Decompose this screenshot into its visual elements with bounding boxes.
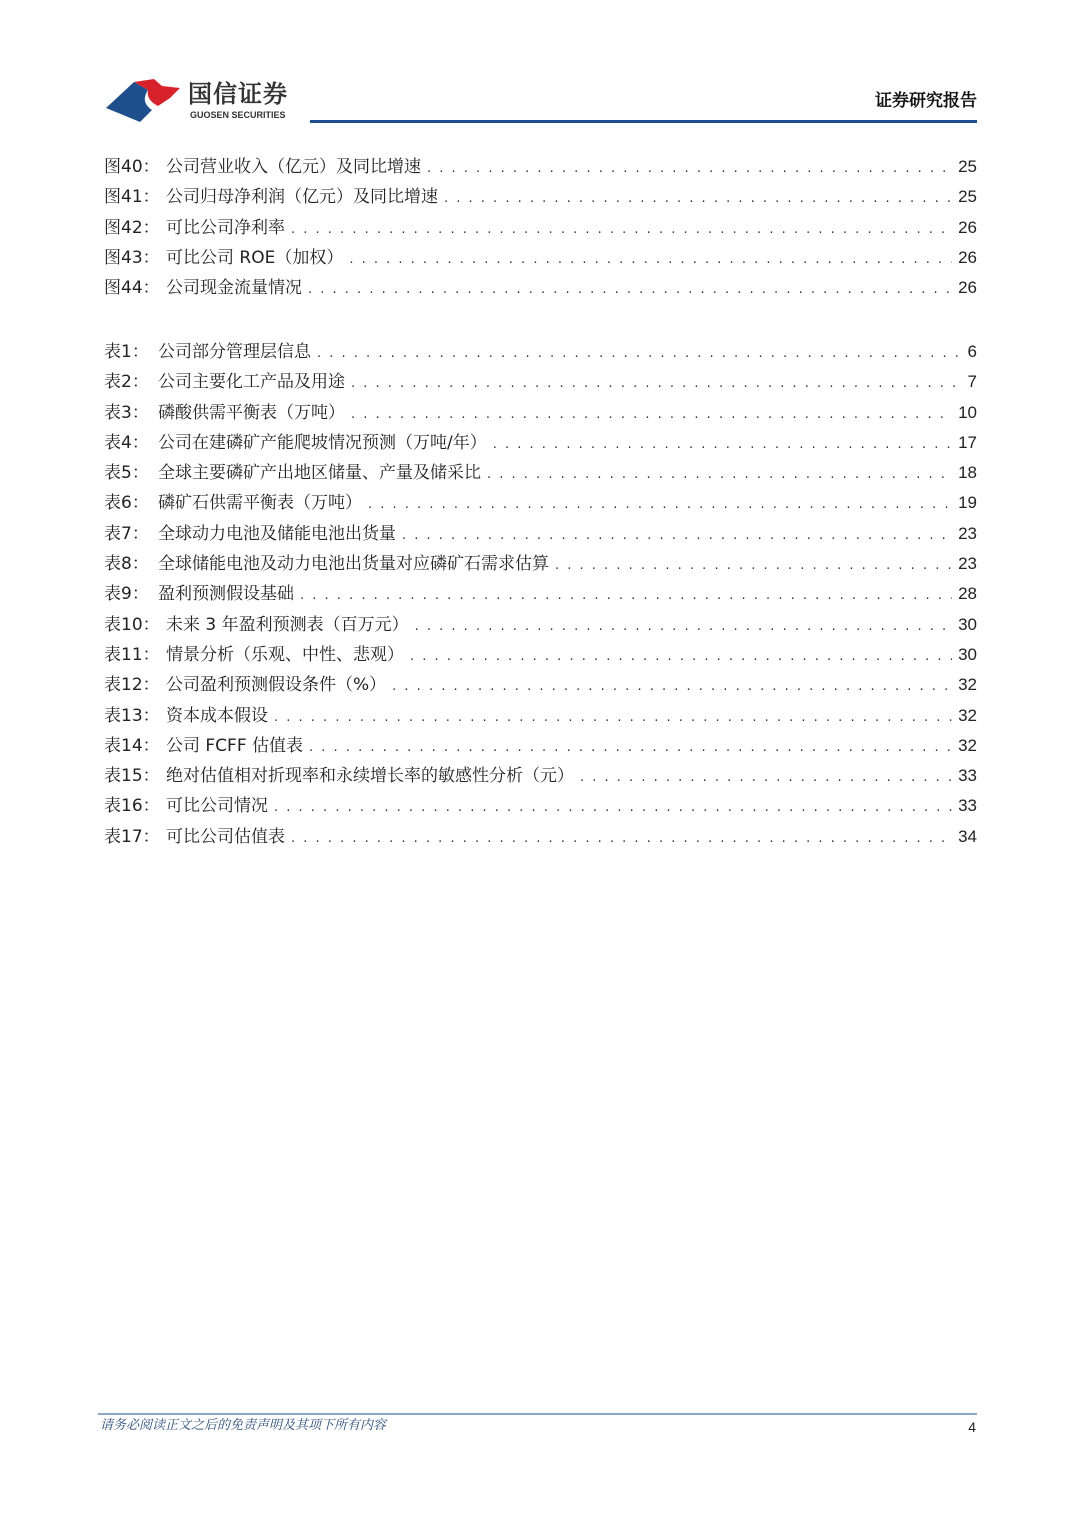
entry-title: 可比公司净利率: [166, 217, 285, 238]
entry-page: 28: [958, 584, 977, 604]
entry-label: 表2：: [104, 372, 149, 393]
entry-page: 30: [958, 644, 977, 664]
entry-title: 磷矿石供需平衡表（万吨）: [158, 493, 362, 514]
dot-leader: [368, 490, 952, 518]
toc-entry[interactable]: [104, 488, 977, 518]
entry-label: 表11：: [104, 644, 160, 665]
figure-list: [104, 152, 977, 303]
entry-label: 图42：: [104, 217, 160, 238]
footer-divider: [98, 1413, 977, 1415]
dot-leader: [349, 245, 952, 273]
entry-label: 表14：: [104, 735, 160, 756]
entry-page: 23: [958, 554, 977, 574]
dot-leader: [308, 275, 952, 303]
dot-leader: [410, 642, 952, 670]
entry-title: 公司现金流量情况: [166, 278, 302, 299]
toc-entry[interactable]: [104, 822, 977, 852]
entry-title: 公司盈利预测假设条件（%）: [166, 675, 387, 696]
entry-label: 表8：: [104, 554, 149, 575]
dot-leader: [351, 369, 962, 397]
entry-page: 25: [958, 157, 977, 176]
dot-leader: [291, 215, 952, 243]
dot-leader: [309, 733, 952, 761]
entry-label: 表3：: [104, 402, 149, 423]
entry-title: 资本成本假设: [166, 705, 268, 726]
entry-label: 表4：: [104, 432, 149, 453]
entry-page: 34: [958, 826, 977, 846]
dot-leader: [402, 521, 952, 549]
toc-entry[interactable]: [104, 243, 977, 273]
toc-entry[interactable]: [104, 791, 977, 821]
report-type-title: 证券研究报告: [875, 91, 977, 111]
logo-text: 国信证券: [188, 80, 288, 108]
entry-page: 25: [958, 187, 977, 207]
entry-title: 可比公司估值表: [166, 826, 285, 847]
entry-label: 表16：: [104, 796, 160, 817]
toc-entry[interactable]: [104, 182, 977, 212]
header-divider: [310, 120, 977, 123]
entry-label: 表9：: [104, 584, 149, 605]
toc-entry[interactable]: [104, 367, 977, 397]
entry-label: 图44：: [104, 278, 160, 299]
toc-entry[interactable]: [104, 701, 977, 731]
entry-page: 32: [958, 675, 977, 695]
entry-page: 26: [958, 217, 977, 237]
entry-label: 表17：: [104, 826, 160, 847]
entry-page: 19: [958, 493, 977, 513]
entry-label: 表6：: [104, 493, 149, 514]
dot-leader: [580, 763, 952, 791]
entry-title: 盈利预测假设基础: [158, 584, 294, 605]
entry-title: 公司部分管理层信息: [158, 342, 311, 362]
toc-entry[interactable]: [104, 398, 977, 428]
dot-leader: [392, 672, 952, 700]
toc-entry[interactable]: [104, 213, 977, 243]
entry-title: 未来 3 年盈利预测表（百万元）: [166, 614, 409, 635]
dot-leader: [427, 154, 952, 182]
entry-page: 33: [958, 796, 977, 816]
dot-leader: [274, 703, 952, 731]
footer-disclaimer: 请务必阅读正文之后的免责声明及其项下所有内容: [100, 1418, 387, 1433]
entry-label: 表13：: [104, 705, 160, 726]
toc-entry[interactable]: [104, 428, 977, 458]
entry-title: 可比公司 ROE（加权）: [166, 247, 344, 268]
page-number: 4: [968, 1419, 976, 1435]
entry-label: 图43：: [104, 247, 160, 268]
entry-page: 26: [958, 247, 977, 267]
dot-leader: [291, 824, 952, 852]
entry-page: 10: [958, 402, 977, 422]
entry-label: 表12：: [104, 675, 160, 696]
entry-label: 表7：: [104, 523, 149, 544]
toc-entry[interactable]: [104, 519, 977, 549]
toc-entry[interactable]: [104, 273, 977, 303]
entry-page: 17: [958, 432, 977, 452]
entry-title: 公司 FCFF 估值表: [166, 735, 304, 756]
toc-entry[interactable]: [104, 337, 977, 367]
dot-leader: [415, 612, 952, 640]
dot-leader: [555, 551, 952, 579]
entry-title: 全球主要磷矿产出地区储量、产量及储采比: [158, 463, 481, 484]
entry-title: 磷酸供需平衡表（万吨）: [158, 402, 345, 423]
entry-title: 可比公司情况: [166, 796, 268, 817]
table-list: [104, 337, 977, 852]
toc-entry[interactable]: [104, 579, 977, 609]
dot-leader: [493, 430, 952, 458]
entry-label: 图41：: [104, 187, 160, 208]
dot-leader: [300, 581, 952, 609]
entry-title: 公司在建磷矿产能爬坡情况预测（万吨/年）: [158, 432, 487, 453]
entry-label: 表1：: [104, 342, 149, 362]
entry-page: 32: [958, 705, 977, 725]
dot-leader: [444, 184, 952, 212]
entry-title: 公司归母净利润（亿元）及同比增速: [166, 187, 438, 208]
entry-title: 公司主要化工产品及用途: [158, 372, 345, 393]
entry-page: 33: [958, 766, 977, 786]
entry-page: 26: [958, 278, 977, 298]
toc-entry[interactable]: [104, 458, 977, 488]
entry-title: 全球储能电池及动力电池出货量对应磷矿石需求估算: [158, 554, 549, 575]
entry-page: 18: [958, 463, 977, 483]
entry-title: 全球动力电池及储能电池出货量: [158, 523, 396, 544]
dot-leader: [317, 339, 962, 367]
toc-entry[interactable]: [104, 152, 977, 182]
entry-title: 情景分析（乐观、中性、悲观）: [166, 644, 404, 665]
toc-entry[interactable]: [104, 610, 977, 640]
entry-label: 图40：: [104, 157, 160, 177]
toc-entry[interactable]: [104, 640, 977, 670]
dot-leader: [351, 400, 952, 428]
entry-label: 表15：: [104, 766, 160, 787]
entry-page: 7: [967, 372, 977, 392]
entry-title: 绝对估值相对折现率和永续增长率的敏感性分析（元）: [166, 766, 574, 787]
logo-english-text: GUOSEN SECURITIES: [190, 110, 286, 120]
entry-label: 表5：: [104, 463, 149, 484]
dot-leader: [487, 460, 952, 488]
toc-entry[interactable]: [104, 731, 977, 761]
entry-page: 32: [958, 735, 977, 755]
toc-entry[interactable]: [104, 761, 977, 791]
entry-label: 表10：: [104, 614, 160, 635]
entry-title: 公司营业收入（亿元）及同比增速: [166, 157, 421, 177]
entry-page: 6: [967, 342, 977, 361]
toc-entry[interactable]: [104, 549, 977, 579]
dot-leader: [274, 793, 952, 821]
entry-page: 30: [958, 614, 977, 634]
entry-page: 23: [958, 523, 977, 543]
toc-entry[interactable]: [104, 670, 977, 700]
